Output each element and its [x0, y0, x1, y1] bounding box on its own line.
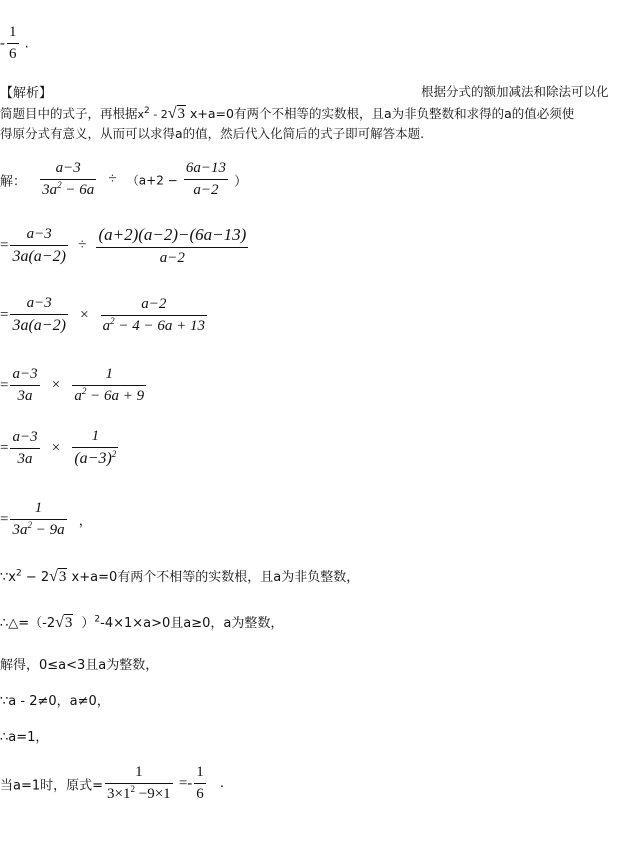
- fraction: $\frac{1}{6}$: [196, 764, 204, 803]
- therefore-line-1: ∴△=（-2√3 ）$^2$-4×1×a>0且a≥0，a为整数，: [0, 614, 284, 631]
- solve-line: 解得，0≤a<3且a为整数，: [0, 658, 159, 673]
- solution-step-4: = $\frac{a-3}{3a}$ × $\frac{1}{(a-3)^2}$: [0, 428, 117, 468]
- fraction: $\frac{a-3}{3a(a-2)}$: [12, 225, 66, 265]
- fraction: $\frac{1}{a^2 - 6a + 9}$: [74, 366, 145, 405]
- fraction: $\frac{(a+2)(a-2)-(6a-13)}{a-2}$: [98, 225, 247, 266]
- fraction: $\frac{a-3}{3a}$: [12, 366, 38, 405]
- solution-step-0: 解： $\frac{a-3}{3a^2 - 6a}$ ÷ （a+2 − $\frac{6a-13}{a-2}$ ）: [0, 160, 248, 199]
- solution-step-1: = $\frac{a-3}{3a(a-2)}$ ÷ $\frac{(a+2)(a-2)-(6a-13)}{a-2}$: [0, 225, 247, 266]
- answer-fraction: $\frac{1}{6}$: [9, 24, 17, 63]
- final-line: 当a=1时，原式= $\frac{1}{3\times 1^2 -9\times 1}$ =- $\frac{1}{6}$ .: [0, 764, 225, 803]
- solution-step-5: = $\frac{1}{3a^2 - 9a}$ ，: [0, 500, 92, 539]
- fraction: $\frac{a-3}{3a^2 - 6a}$: [42, 160, 95, 199]
- therefore-line-2: ∴a=1，: [0, 730, 49, 745]
- fraction: $\frac{a-2}{a^2 - 4 - 6a + 13}$: [102, 295, 206, 334]
- solution-step-3: = $\frac{a-3}{3a}$ × $\frac{1}{a^2 - 6a + 9}$: [0, 366, 145, 405]
- analysis-label: 【解析】: [0, 86, 53, 101]
- answer-line: - $\frac{1}{6}$ .: [0, 24, 29, 63]
- analysis-line1: 根据分式的额加减法和除法可以化: [421, 84, 609, 99]
- analysis-line2: 简题目中的式子，再根据$x^2 - 2√3$ x+a=0有两个不相等的实数根，且a为非负整数和求得的a的值必须使: [0, 105, 575, 122]
- fraction: $\frac{a-3}{3a}$: [12, 428, 38, 467]
- fraction: $\frac{1}{3a^2 - 9a}$: [12, 500, 65, 539]
- because-line-2: ∵a - 2≠0，a≠0，: [0, 694, 110, 709]
- analysis-line3: 得原分式有意义，从而可以求得a的值，然后代入化简后的式子即可解答本题.: [0, 126, 425, 141]
- because-line-1: $\because x^2 - 2√3$ x+a=0有两个不相等的实数根，且a为非负整数，: [0, 568, 360, 585]
- sqrt-3-symbol: √3: [49, 568, 67, 585]
- fraction: $\frac{1}{3\times 1^2 -9\times 1}$: [107, 764, 171, 803]
- fraction: $\frac{a-3}{3a(a-2)}$: [12, 295, 66, 335]
- fraction: $\frac{6a-13}{a-2}$: [185, 160, 226, 199]
- solution-step-2: = $\frac{a-3}{3a(a-2)}$ × $\frac{a-2}{a^2 - 4 - 6a + 13}$: [0, 295, 206, 335]
- sqrt-3-symbol: √3: [167, 105, 186, 122]
- fraction: $\frac{1}{(a-3)^2}$: [74, 428, 117, 468]
- sqrt-3-symbol: √3: [55, 614, 73, 631]
